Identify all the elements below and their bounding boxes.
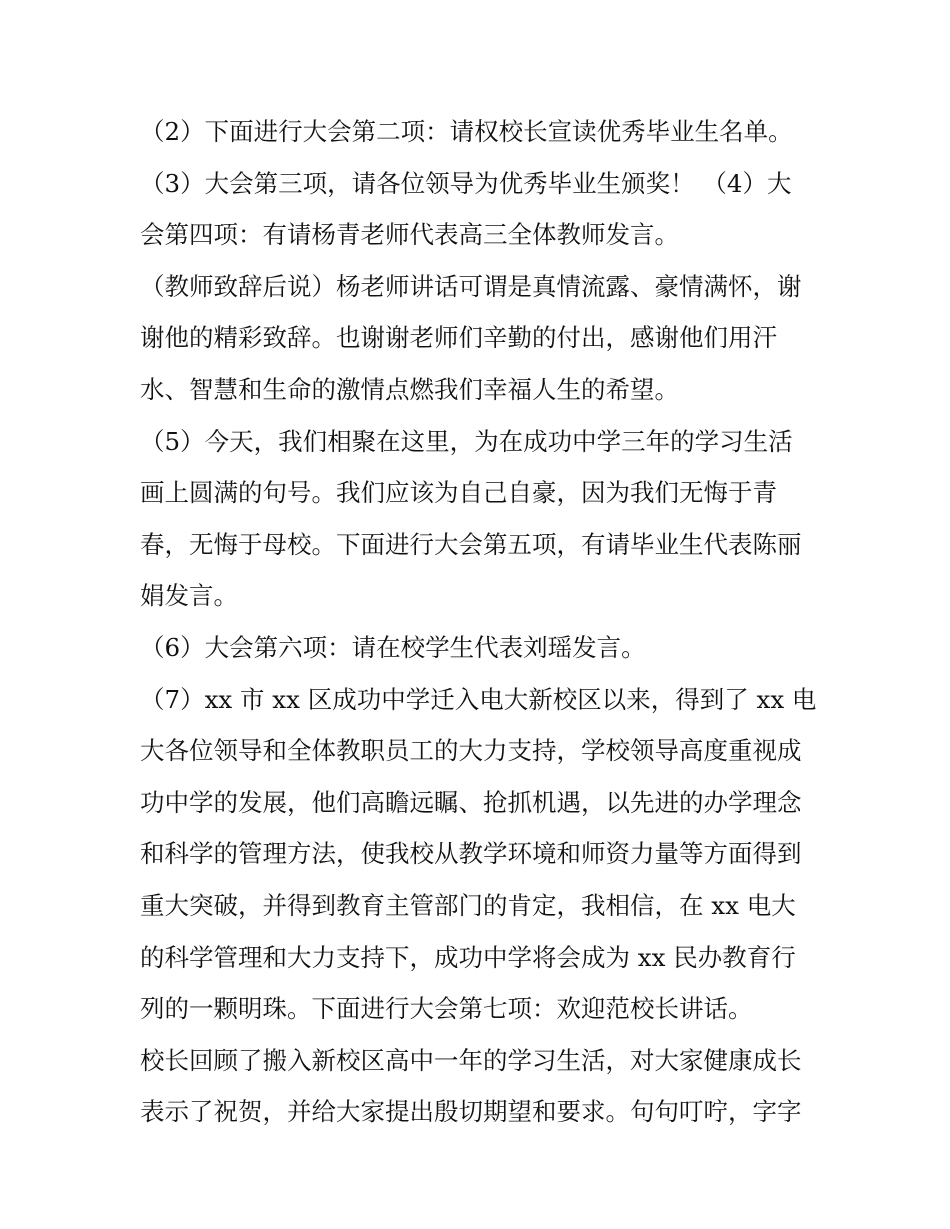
text-line: 水、智慧和生命的激情点燃我们幸福人生的希望。 <box>140 374 679 404</box>
text-line: 校长回顾了搬入新校区高中一年的学习生活，对大家健康成长 <box>140 1045 802 1075</box>
text-line: 会第四项：有请杨青老师代表高三全体教师发言。 <box>140 220 679 250</box>
text-line: 谢他的精彩致辞。也谢谢老师们辛勤的付出，感谢他们用汗 <box>140 323 777 353</box>
text-line: （7）xx 市 xx 区成功中学迁入电大新校区以来，得到了 xx 电 <box>140 684 817 714</box>
text-line: 的科学管理和大力支持下，成功中学将会成为 xx 民办教育行 <box>140 942 796 972</box>
text-line: 娟发言。 <box>140 581 238 611</box>
text-line: 列的一颗明珠。下面进行大会第七项：欢迎范校长讲话。 <box>140 994 753 1024</box>
text-line: （5）今天，我们相聚在这里，为在成功中学三年的学习生活 <box>140 426 793 456</box>
text-line: 画上圆满的句号。我们应该为自己自豪，因为我们无悔于青 <box>140 478 777 508</box>
text-line: 功中学的发展，他们高瞻远瞩、抢抓机遇，以先进的办学理念 <box>140 787 802 817</box>
text-line: 表示了祝贺，并给大家提出殷切期望和要求。句句叮咛，字字 <box>140 1097 802 1127</box>
text-line: （6）大会第六项：请在校学生代表刘瑶发言。 <box>140 632 646 662</box>
text-line: （2）下面进行大会第二项：请权校长宣读优秀毕业生名单。 <box>140 117 793 146</box>
text-line: 重大突破，并得到教育主管部门的肯定，我相信，在 xx 电大 <box>140 890 796 920</box>
text-line: （3）大会第三项，请各位领导为优秀毕业生颁奖！ （4）大 <box>140 168 792 198</box>
document-body <box>140 106 820 1138</box>
text-line: （教师致辞后说）杨老师讲话可谓是真情流露、豪情满怀，谢 <box>140 271 802 301</box>
text-line: 大各位领导和全体教职员工的大力支持，学校领导高度重视成 <box>140 736 802 766</box>
text-line: 春，无悔于母校。下面进行大会第五项，有请毕业生代表陈丽 <box>140 529 802 559</box>
text-line: 和科学的管理方法，使我校从教学环境和师资力量等方面得到 <box>140 839 802 869</box>
